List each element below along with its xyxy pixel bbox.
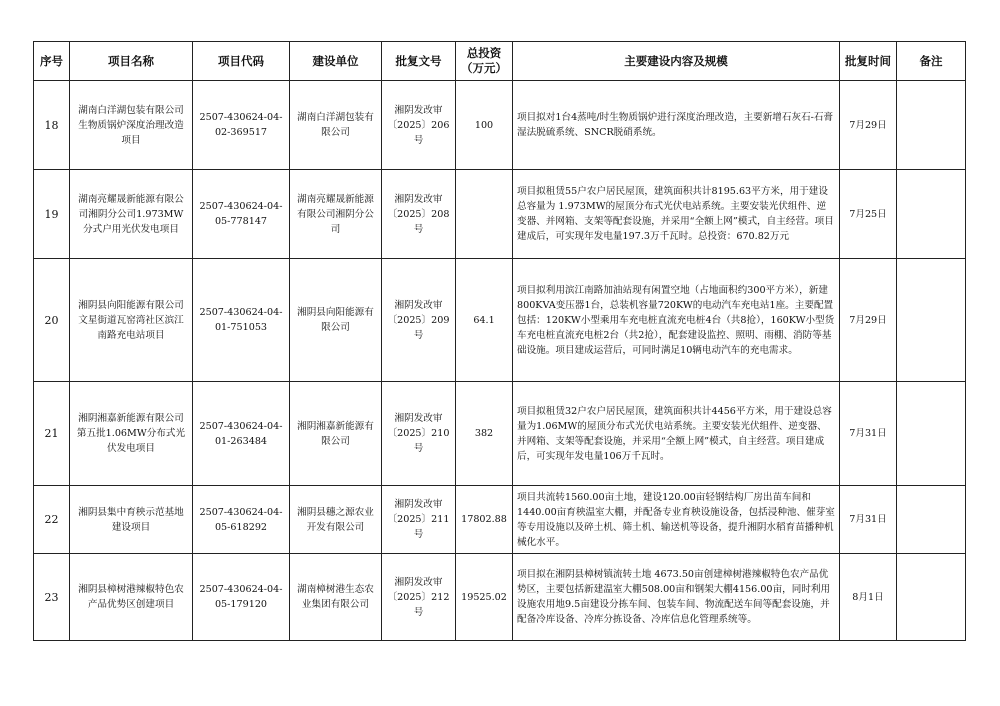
cell-approval-doc-no: 湘阴发改审〔2025〕210号: [382, 382, 456, 486]
table-row: [34, 486, 966, 554]
header-seq: 序号: [34, 42, 70, 81]
cell-total-investment: 17802.88: [456, 486, 513, 554]
cell-main-content: 项目拟利用滨江南路加油站现有闲置空地（占地面积约300平方米），新建800KVA变压器1台，总装机容量720KW的电动汽车充电站1座。主要配置包括：120KW小型乘用车充电桩直流充电桩4台（共8抢），160KW小型货车充电桩直流充电桩2台（共2抢），配套建设监控、照明、雨棚、消防等基础设施。项目建成运营后，可同时满足10辆电动汽车的充电需求。: [513, 259, 840, 382]
cell-construction-unit: 湖南亮耀晟新能源有限公司湘阴分公司: [290, 170, 382, 259]
cell-main-content: 项目共流转1560.00亩土地，建设120.00亩轻钢结构厂房出苗车间和1440.00亩育秧温室大棚，并配备专业育秧设施设备，包括浸种池、催芽室等专用设施以及碎土机、筛土机、输送机等设备，提升湘阴水稻育苗播种机械化水平。: [513, 486, 840, 554]
cell-remark: [897, 81, 966, 170]
cell-project-code: 2507-430624-04-05-618292: [193, 486, 290, 554]
cell-total-investment: 382: [456, 382, 513, 486]
table-row: [34, 554, 966, 641]
header-row: [34, 42, 966, 81]
header-approval-doc-no: 批复文号: [382, 42, 456, 81]
cell-construction-unit: 湘阴湘嘉新能源有限公司: [290, 382, 382, 486]
cell-approval-date: 7月31日: [840, 486, 897, 554]
cell-approval-doc-no: 湘阴发改审〔2025〕212号: [382, 554, 456, 641]
cell-seq: 18: [34, 81, 70, 170]
cell-construction-unit: 湖南樟树港生态农业集团有限公司: [290, 554, 382, 641]
cell-construction-unit: 湘阴县向阳能源有限公司: [290, 259, 382, 382]
cell-project-name: 湘阴县樟树港辣椒特色农产品优势区创建项目: [70, 554, 193, 641]
cell-project-code: 2507-430624-04-01-751053: [193, 259, 290, 382]
cell-remark: [897, 554, 966, 641]
cell-total-investment: 100: [456, 81, 513, 170]
cell-approval-doc-no: 湘阴发改审〔2025〕208号: [382, 170, 456, 259]
cell-project-name: 湘阴湘嘉新能源有限公司第五批1.06MW分布式光伏发电项目: [70, 382, 193, 486]
cell-total-investment: [456, 170, 513, 259]
cell-total-investment: 19525.02: [456, 554, 513, 641]
table-row: [34, 382, 966, 486]
cell-approval-date: 7月29日: [840, 259, 897, 382]
cell-remark: [897, 382, 966, 486]
table-row: [34, 170, 966, 259]
cell-seq: 21: [34, 382, 70, 486]
header-project-code: 项目代码: [193, 42, 290, 81]
cell-remark: [897, 259, 966, 382]
cell-project-name: 湘阴县集中育秧示范基地建设项目: [70, 486, 193, 554]
cell-project-name: 湖南白洋湖包装有限公司生物质锅炉深度治理改造项目: [70, 81, 193, 170]
cell-seq: 23: [34, 554, 70, 641]
cell-main-content: 项目拟租赁32户农户居民屋顶，建筑面积共计4456平方米，用于建设总容量为1.06MW的屋顶分布式光伏电站系统。主要安装光伏组件、逆变器、并网箱、支架等配套设施，并采用“全额上网”模式，自主经营。项目建成后，可实现年发电量106万千瓦时。: [513, 382, 840, 486]
cell-total-investment: 64.1: [456, 259, 513, 382]
cell-seq: 20: [34, 259, 70, 382]
cell-project-code: 2507-430624-04-05-179120: [193, 554, 290, 641]
cell-seq: 19: [34, 170, 70, 259]
cell-approval-date: 8月1日: [840, 554, 897, 641]
cell-project-name: 湘阴县向阳能源有限公司文星街道瓦窑湾社区滨江南路充电站项目: [70, 259, 193, 382]
cell-approval-date: 7月25日: [840, 170, 897, 259]
cell-approval-doc-no: 湘阴发改审〔2025〕206号: [382, 81, 456, 170]
header-total-investment: 总投资（万元）: [456, 42, 513, 81]
cell-project-code: 2507-430624-04-05-778147: [193, 170, 290, 259]
header-main-content: 主要建设内容及规模: [513, 42, 840, 81]
cell-main-content: 项目拟租赁55户农户居民屋顶，建筑面积共计8195.63平方米，用于建设总容量为 1.973MW的屋顶分布式光伏电站系统。主要安装光伏组件、逆变器、并网箱、支架等配套设施，并采用“全额上网”模式，自主经营。项目建成后，可实现年发电量197.3万千瓦时。总投资：670.82万元: [513, 170, 840, 259]
header-project-name: 项目名称: [70, 42, 193, 81]
project-approval-table: [33, 41, 966, 641]
header-remark: 备注: [897, 42, 966, 81]
header-approval-date: 批复时间: [840, 42, 897, 81]
cell-approval-doc-no: 湘阴发改审〔2025〕211号: [382, 486, 456, 554]
cell-remark: [897, 170, 966, 259]
cell-project-code: 2507-430624-04-02-369517: [193, 81, 290, 170]
cell-remark: [897, 486, 966, 554]
cell-main-content: 项目拟对1台4蒸吨/时生物质锅炉进行深度治理改造，主要新增石灰石-石膏湿法脱硫系统、SNCR脱硝系统。: [513, 81, 840, 170]
cell-approval-date: 7月29日: [840, 81, 897, 170]
header-construction-unit: 建设单位: [290, 42, 382, 81]
table-row: [34, 81, 966, 170]
cell-seq: 22: [34, 486, 70, 554]
table-row: [34, 259, 966, 382]
cell-project-name: 湖南亮耀晟新能源有限公司湘阴分公司1.973MW分式户用光伏发电项目: [70, 170, 193, 259]
cell-construction-unit: 湘阴县穗之源农业开发有限公司: [290, 486, 382, 554]
cell-approval-date: 7月31日: [840, 382, 897, 486]
cell-main-content: 项目拟在湘阴县樟树镇流转土地 4673.50亩创建樟树港辣椒特色农产品优势区，主要包括新建温室大棚508.00亩和钢架大棚4156.00亩，同时利用设施农用地9.5亩建设分拣车间、包装车间、物流配送车间等配套设施，并配备冷库设备、冷库分拣设备、冷库信息化管理系统等。: [513, 554, 840, 641]
cell-construction-unit: 湖南白洋湖包装有限公司: [290, 81, 382, 170]
cell-approval-doc-no: 湘阴发改审〔2025〕209号: [382, 259, 456, 382]
cell-project-code: 2507-430624-04-01-263484: [193, 382, 290, 486]
